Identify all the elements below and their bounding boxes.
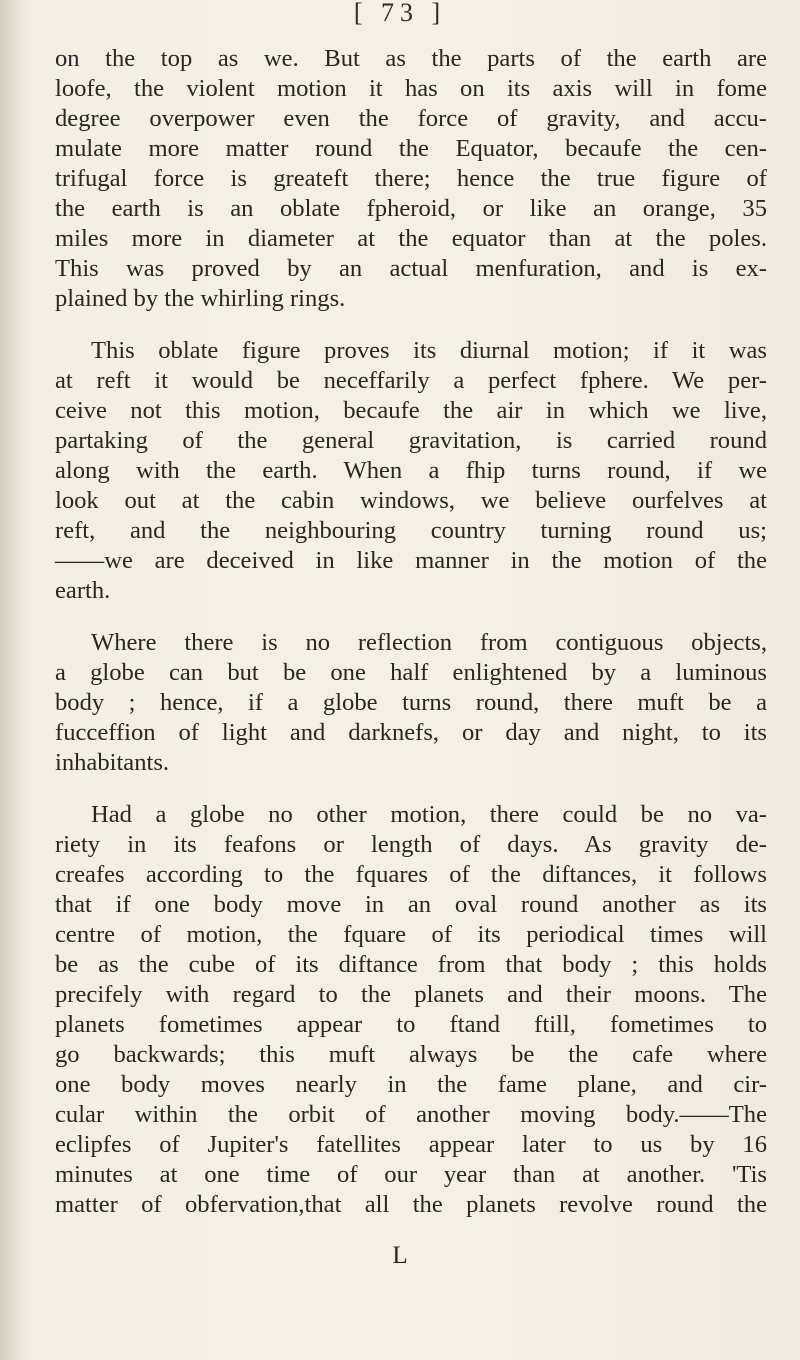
text-line: degree overpower even the force of gravity, and accu- bbox=[55, 105, 767, 132]
text-line: This was proved by an actual menfuration, and is ex- bbox=[55, 255, 767, 282]
text-line: planets fometimes appear to ftand ftill, fometimes to bbox=[55, 1011, 767, 1038]
text-line: at reft it would be neceffarily a perfect fphere. We per- bbox=[55, 367, 767, 394]
text-line: trifugal force is greateft there; hence the true figure of bbox=[55, 165, 767, 192]
text-line: eclipfes of Jupiter's fatellites appear later to us by 16 bbox=[55, 1131, 767, 1158]
text-line: that if one body move in an oval round another as its bbox=[55, 891, 767, 918]
text-line: plained by the whirling rings. bbox=[55, 285, 346, 312]
text-line: go backwards; this muft always be the cafe where bbox=[55, 1041, 767, 1068]
text-line: body ; hence, if a globe turns round, there muft be a bbox=[55, 689, 767, 716]
paragraph-gap bbox=[55, 606, 767, 628]
paragraph bbox=[55, 336, 767, 606]
text-line: look out at the cabin windows, we believe ourfelves at bbox=[55, 487, 767, 514]
text-line: partaking of the general gravitation, is carried round bbox=[55, 427, 767, 454]
text-line: minutes at one time of our year than at another. 'Tis bbox=[55, 1161, 767, 1188]
gutter-shadow bbox=[0, 0, 28, 1360]
text-line: precifely with regard to the planets and their moons. The bbox=[55, 981, 767, 1008]
text-line: ——we are deceived in like manner in the motion of the bbox=[55, 547, 767, 574]
paragraph bbox=[55, 44, 767, 314]
text-line: riety in its feafons or length of days. As gravity de- bbox=[55, 831, 767, 858]
text-line: fucceffion of light and darknefs, or day and night, to its bbox=[55, 719, 767, 746]
text-line: mulate more matter round the Equator, becaufe the cen- bbox=[55, 135, 767, 162]
text-line: centre of motion, the fquare of its periodical times will bbox=[55, 921, 767, 948]
paragraph-gap bbox=[55, 314, 767, 336]
text-line: the earth is an oblate fpheroid, or like an orange, 35 bbox=[55, 195, 767, 222]
page-number: [ 73 ] bbox=[353, 0, 447, 27]
text-line: creafes according to the fquares of the diftances, it follows bbox=[55, 861, 767, 888]
body-text bbox=[55, 44, 767, 1220]
text-line: ceive not this motion, becaufe the air in which we live, bbox=[55, 397, 767, 424]
text-line: along with the earth. When a fhip turns round, if we bbox=[55, 457, 767, 484]
text-line: Where there is no reflection from contiguous objects, bbox=[91, 629, 767, 656]
text-line: be as the cube of its diftance from that body ; this holds bbox=[55, 951, 767, 978]
text-line: miles more in diameter at the equator than at the poles. bbox=[55, 225, 767, 252]
text-line: loofe, the violent motion it has on its axis will in fome bbox=[55, 75, 767, 102]
text-line: matter of obfervation,that all the planets revolve round the bbox=[55, 1191, 767, 1218]
paragraph bbox=[55, 628, 767, 778]
text-line: one body moves nearly in the fame plane, and cir- bbox=[55, 1071, 767, 1098]
catchword: L bbox=[392, 1242, 408, 1269]
text-line: reft, and the neighbouring country turning round us; bbox=[55, 517, 767, 544]
text-line: This oblate figure proves its diurnal motion; if it was bbox=[91, 337, 767, 364]
paragraph-gap bbox=[55, 778, 767, 800]
text-line: a globe can but be one half enlightened by a luminous bbox=[55, 659, 767, 686]
text-line: earth. bbox=[55, 577, 111, 604]
text-line: Had a globe no other motion, there could be no va- bbox=[91, 801, 767, 828]
paragraph bbox=[55, 800, 767, 1220]
text-line: inhabitants. bbox=[55, 749, 170, 776]
text-line: on the top as we. But as the parts of the earth are bbox=[55, 45, 767, 72]
text-line: cular within the orbit of another moving body.——The bbox=[55, 1101, 767, 1128]
